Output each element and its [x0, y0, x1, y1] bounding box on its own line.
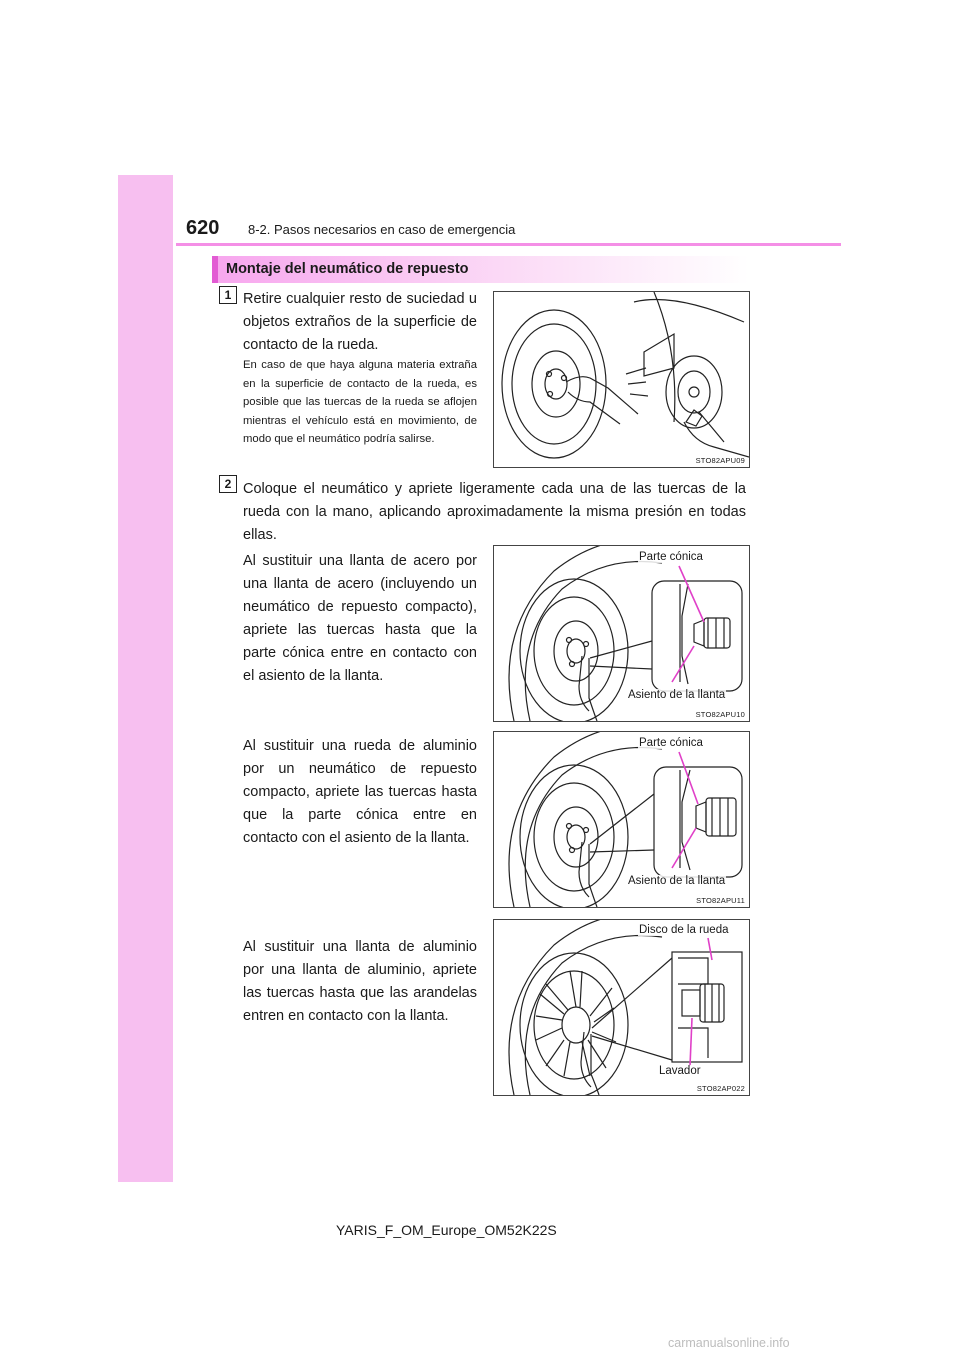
figure-code: STO82APU09: [695, 456, 745, 465]
case-3-text: Al sustituir una llanta de aluminio por una llanta de aluminio, apriete las tuercas hasta que las arandelas entren en contacto con la llanta.: [243, 939, 477, 1024]
heading-accent: [212, 256, 218, 283]
step-1-note: En caso de que haya alguna materia extraña en la superficie de contacto de la rueda, es posible que las tuercas de la rueda se aflojen mientras el vehículo está en movimiento, de modo que el neumático podría salirse.: [243, 359, 477, 445]
page-number: 620: [186, 217, 220, 239]
watermark: carmanualsonline.info: [668, 1336, 790, 1350]
figure-clean-hub: [493, 291, 750, 468]
label-wheel-disc: Disco de la rueda: [639, 924, 729, 936]
label-rim-seat: Asiento de la llanta: [628, 689, 726, 701]
case-2-text: Al sustituir una rueda de aluminio por un neumático de repuesto compacto, apriete las tuercas hasta que la parte cónica entre en contacto con el asiento de la llanta.: [243, 738, 477, 846]
figure-compact-spare: [493, 731, 750, 908]
section-heading-bar: [212, 256, 749, 283]
section-title: 8-2. Pasos necesarios en caso de emergencia: [248, 222, 516, 237]
step-1-text: Retire cualquier resto de suciedad u objetos extraños de la superficie de contacto de la rueda.: [243, 291, 477, 353]
step-1-badge: 1: [219, 286, 237, 304]
figure-code: STO82AP022: [696, 1084, 745, 1093]
figure-code: STO82APU11: [696, 896, 745, 905]
header-rule: [176, 243, 841, 246]
chapter-sidebar-tab: [118, 175, 173, 1182]
label-washer: Lavador: [659, 1065, 701, 1077]
step-2-badge: 2: [219, 475, 237, 493]
step-2-text: Coloque el neumático y apriete ligeramente cada una de las tuercas de la rueda con la mano, aplicando aproximadamente la misma presión en todas ellas.: [243, 481, 746, 543]
figure-steel-wheel: [493, 545, 750, 722]
document-footer: YARIS_F_OM_Europe_OM52K22S: [336, 1222, 557, 1238]
case-1-text: Al sustituir una llanta de acero por una llanta de acero (incluyendo un neumático de repuesto compacto), apriete las tuercas hasta que la parte cónica entre en contacto con el asiento de la llanta.: [243, 553, 477, 684]
label-conical-part: Parte cónica: [639, 737, 703, 749]
label-rim-seat: Asiento de la llanta: [628, 875, 726, 887]
label-conical-part: Parte cónica: [639, 551, 703, 563]
figure-alloy-wheel: [493, 919, 750, 1096]
section-heading: Montaje del neumático de repuesto: [226, 261, 469, 277]
figure-code: STO82APU10: [695, 710, 745, 719]
